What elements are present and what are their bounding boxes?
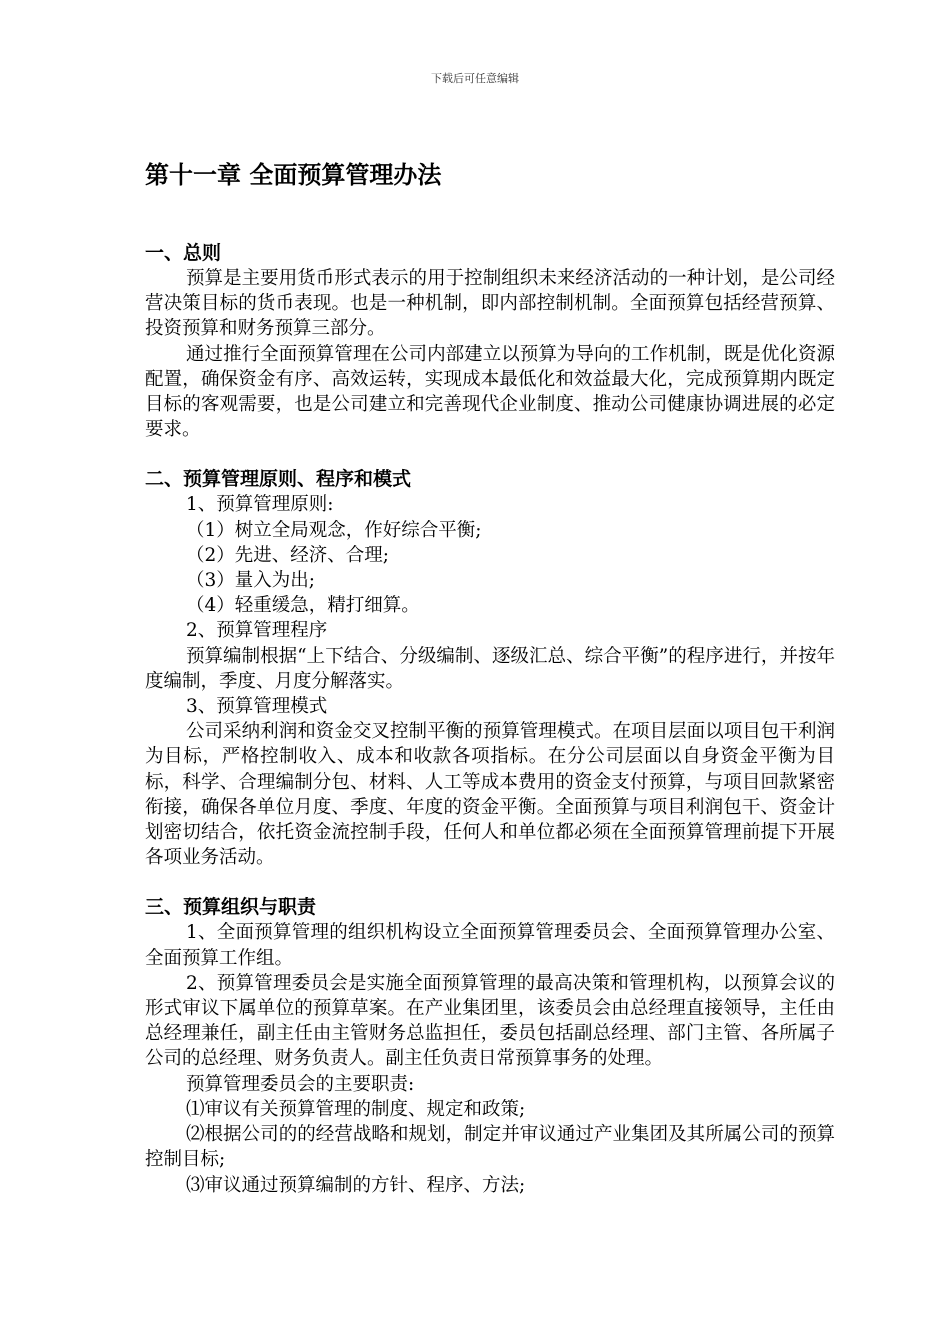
list-item: （1）树立全局观念，作好综合平衡; [186, 519, 482, 541]
list-item: 3、预算管理模式 [186, 696, 328, 718]
document-body [145, 160, 835, 1198]
paragraph: 通过推行全面预算管理在公司内部建立以预算为导向的工作机制，既是优化资源配置，确保资金有序、高效运转，实现成本最低化和效益最大化，完成预算期内既定目标的客观需要，也是公司建立和完善现代企业制度、推动公司健康协调进展的必定要求。 [145, 343, 835, 441]
paragraph: 2、预算管理委员会是实施全面预算管理的最高决策和管理机构，以预算会议的形式审议下属单位的预算草案。在产业集团里，该委员会由总经理直接领导，主任由总经理兼任，副主任由主管财务总监担任，委员包括副总经理、部门主管、各所属子公司的总经理、财务负责人。副主任负责日常预算事务的处理。 [145, 972, 835, 1070]
list-item: 1、预算管理原则: [186, 494, 334, 516]
list-item: （3）量入为出; [186, 570, 316, 592]
paragraph: 预算编制根据“上下结合、分级编制、逐级汇总、综合平衡”的程序进行，并按年度编制，季度、月度分解落实。 [145, 645, 835, 692]
chapter-title: 第十一章 全面预算管理办法 [145, 161, 442, 189]
list-item: 预算管理委员会的主要职责: [186, 1073, 415, 1095]
list-item: ⑴审议有关预算管理的制度、规定和政策; [186, 1098, 526, 1120]
section-heading-2: 二、预算管理原则、程序和模式 [145, 468, 412, 491]
paragraph: 公司采纳利润和资金交叉控制平衡的预算管理模式。在项目层面以项目包干利润为目标，严格控制收入、成本和收款各项指标。在分公司层面以自身资金平衡为目标，科学、合理编制分包、材料、人工等成本费用的资金支付预算，与项目回款紧密衔接，确保各单位月度、季度、年度的资金平衡。全面预算与项目利润包干、资金计划密切结合，依托资金流控制手段，任何人和单位都必须在全面预算管理前提下开展各项业务活动。 [145, 721, 835, 869]
paragraph: 1、全面预算管理的组织机构设立全面预算管理委员会、全面预算管理办公室、全面预算工作组。 [145, 922, 835, 969]
list-item: （2）先进、经济、合理; [186, 544, 390, 566]
list-item: ⑶审议通过预算编制的方针、程序、方法; [186, 1174, 526, 1196]
section-heading-3: 三、预算组织与职责 [145, 896, 317, 919]
paragraph: 预算是主要用货币形式表示的用于控制组织未来经济活动的一种计划，是公司经营决策目标的货币表现。也是一种机制，即内部控制机制。全面预算包括经营预算、投资预算和财务预算三部分。 [145, 268, 835, 340]
list-item: （4）轻重缓急，精打细算。 [186, 595, 420, 617]
list-item: ⑵根据公司的的经营战略和规划，制定并审议通过产业集团及其所属公司的预算控制目标; [145, 1124, 835, 1171]
section-heading-1: 一、总则 [145, 242, 222, 264]
page-header: 下载后可任意编辑 [431, 72, 519, 85]
list-item: 2、预算管理程序 [186, 620, 328, 642]
